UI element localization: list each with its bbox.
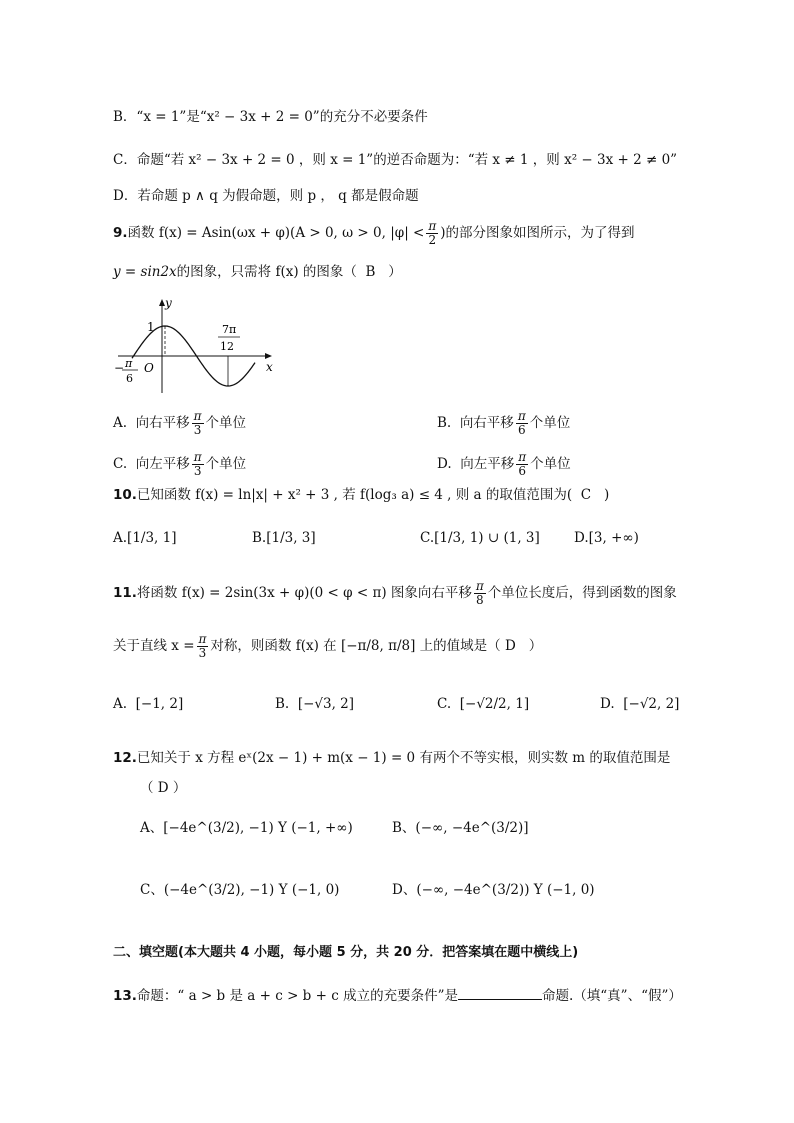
q9-answer: B xyxy=(365,264,376,280)
option-text: [−1, 2] xyxy=(135,696,184,712)
q9-stem-close: ） xyxy=(388,264,402,280)
question-number: 12. xyxy=(113,750,137,766)
q13-stem xyxy=(113,985,682,1006)
q13-stem-a: 命题：“ a > b 是 a + c > b + c 成立的充要条件”是 xyxy=(136,988,458,1004)
q9-option-a xyxy=(113,410,246,437)
fraction-denominator: 8 xyxy=(476,593,484,607)
left-tick-denominator: 6 xyxy=(126,372,133,385)
q9-stem-line1 xyxy=(113,220,635,247)
option-text: [−4e^(3/2), −1) Y (−1, +∞) xyxy=(163,820,353,836)
q9-stem-a: 函数 f(x) = Asin(ωx + φ)(A > 0, ω > 0, |φ| < xyxy=(127,225,425,241)
fraction-denominator: 3 xyxy=(193,423,202,437)
option-text: 个单位 xyxy=(529,415,571,431)
section-heading: 二、填空题(本大题共 4 小题，每小题 5 分，共 20 分．把答案填在题中横线上) xyxy=(113,945,579,960)
option-text: [−√2, 2] xyxy=(623,696,680,712)
option-text: 向右平移 xyxy=(135,415,190,431)
q11-stem-c: 关于直线 x = xyxy=(113,638,195,654)
q11-option-d xyxy=(600,694,679,714)
option-text: [1/3, 1] xyxy=(127,530,177,546)
fraction-numerator: π xyxy=(193,409,202,423)
fraction-numerator: π xyxy=(428,219,437,233)
option-fraction xyxy=(192,410,204,437)
q9-option-c xyxy=(113,451,246,478)
q11-stem-a: 将函数 f(x) = 2sin(3x + φ)(0 < φ < π) 图象向右平移 xyxy=(136,585,472,601)
left-tick-numerator: π xyxy=(125,357,133,370)
option-text: [−√2/2, 1] xyxy=(459,696,530,712)
question-number: 10. xyxy=(113,487,137,503)
q10-close: ) xyxy=(603,487,610,503)
q11-stem-line1 xyxy=(113,580,677,607)
q10-option-c xyxy=(420,528,540,548)
option-text: 命题“若 x² − 3x + 2 = 0 ，则 x = 1”的逆否命题为：“若 x ≠ 1 ，则 x² − 3x + 2 ≠ 0” xyxy=(136,152,678,168)
q9-target-function: y = sin2x xyxy=(113,264,177,280)
q10-stem xyxy=(113,485,609,505)
fraction-numerator: π xyxy=(517,409,526,423)
q11-stem-e: 上的值域是（ xyxy=(419,638,501,654)
answer-blank[interactable] xyxy=(458,985,542,1000)
option-label: A、 xyxy=(140,820,164,836)
q12-stem xyxy=(113,748,670,768)
option-text: (−∞, −4e^(3/2)) Y (−1, 0) xyxy=(416,882,595,898)
option-fraction xyxy=(516,410,528,437)
right-tick-denominator: 12 xyxy=(220,340,234,353)
option-text: 向左平移 xyxy=(135,456,190,472)
option-label: B． xyxy=(113,109,137,125)
q11-stem-line2 xyxy=(113,633,542,660)
option-text: 若命题 p ∧ q 为假命题，则 p ， q 都是假命题 xyxy=(137,188,419,204)
q12-option-d xyxy=(392,880,595,900)
option-label: D. xyxy=(600,696,615,712)
option-text: 个单位 xyxy=(530,456,571,472)
q11-stem-close: ） xyxy=(528,638,543,654)
option-label: A. xyxy=(113,696,128,712)
option-text: [−√3, 2] xyxy=(297,696,355,712)
q8-option-d xyxy=(113,186,419,206)
fraction-denominator: 2 xyxy=(428,233,437,247)
option-fraction xyxy=(516,451,528,478)
q11-option-c xyxy=(437,694,529,714)
fraction-denominator: 6 xyxy=(518,464,526,478)
option-label: A. xyxy=(113,530,128,546)
q11-option-b xyxy=(275,694,354,714)
q11-shift-fraction xyxy=(474,580,486,607)
option-label: B、 xyxy=(392,820,416,836)
option-label: D． xyxy=(113,188,138,204)
option-label: C. xyxy=(113,456,128,472)
q9-phi-bound-fraction xyxy=(426,220,438,247)
origin-label: O xyxy=(144,361,154,375)
option-label: A. xyxy=(113,415,128,431)
q11-line-fraction xyxy=(197,633,209,660)
left-tick-sign: − xyxy=(114,361,125,375)
x-axis-arrow xyxy=(265,353,272,359)
q8-option-b xyxy=(113,107,428,127)
q9-option-b xyxy=(437,410,570,437)
question-number: 13. xyxy=(113,988,137,1004)
q11-stem-b: 个单位长度后，得到函数的图象 xyxy=(487,585,677,601)
option-label: D. xyxy=(574,530,589,546)
q10-answer: C xyxy=(580,487,592,503)
option-fraction xyxy=(192,451,204,478)
option-label: C． xyxy=(113,152,137,168)
right-tick-numerator: 7π xyxy=(222,323,237,336)
fraction-denominator: 3 xyxy=(198,646,207,660)
q10-option-d xyxy=(574,528,639,548)
q11-interval: [−π/8, π/8] xyxy=(340,638,416,654)
q12-answer: （ D ） xyxy=(140,780,187,796)
option-text: 向右平移 xyxy=(459,415,514,431)
q12-stem-text: 已知关于 x 方程 eˣ(2x − 1) + m(x − 1) = 0 有两个不等实根，则实数 m 的取值范围是 xyxy=(136,750,671,766)
q8-option-c xyxy=(113,150,677,170)
option-label: C. xyxy=(437,696,452,712)
fraction-denominator: 6 xyxy=(517,423,526,437)
option-label: C、 xyxy=(140,882,164,898)
q9-sine-graph xyxy=(110,295,280,395)
fraction-numerator: π xyxy=(198,632,207,646)
question-number: 11. xyxy=(113,585,137,601)
x-axis-label: x xyxy=(266,360,273,374)
q11-stem-d: 对称，则函数 f(x) 在 xyxy=(210,638,337,654)
peak-value-label: 1 xyxy=(147,320,155,334)
option-label: D、 xyxy=(392,882,417,898)
option-text: [1/3, 1) ∪ (1, 3] xyxy=(434,530,540,546)
option-text: 个单位 xyxy=(205,456,247,472)
option-text: [1/3, 3] xyxy=(266,530,316,546)
q10-option-a xyxy=(113,528,176,548)
q12-option-a xyxy=(140,818,353,838)
question-number: 9. xyxy=(113,225,128,241)
q9-stem-c: 的图象，只需将 f(x) 的图象（ xyxy=(176,264,357,280)
q10-option-b xyxy=(252,528,316,548)
q9-stem-line2 xyxy=(113,262,402,282)
option-label: B. xyxy=(437,415,452,431)
fraction-numerator: π xyxy=(193,450,202,464)
q9-option-d xyxy=(437,451,571,478)
y-axis-label: y xyxy=(165,296,172,310)
fraction-denominator: 3 xyxy=(193,464,202,478)
fraction-numerator: π xyxy=(475,579,484,593)
q12-option-b xyxy=(392,818,529,838)
q11-option-a xyxy=(113,694,183,714)
q13-stem-b: 命题.（填“真”、“假”） xyxy=(541,988,682,1004)
option-label: B. xyxy=(275,696,290,712)
option-text: 个单位 xyxy=(205,415,247,431)
option-text: 向左平移 xyxy=(460,456,515,472)
fraction-numerator: π xyxy=(518,450,527,464)
option-text: (−∞, −4e^(3/2)] xyxy=(415,820,529,836)
option-label: B. xyxy=(252,530,267,546)
q11-answer: D xyxy=(504,638,516,654)
option-label: D. xyxy=(437,456,452,472)
option-text: “x = 1”是“x² − 3x + 2 = 0”的充分不必要条件 xyxy=(136,109,428,125)
q10-stem-text: 已知函数 f(x) = ln|x| + x² + 3 , 若 f(log₃ a) ≤ 4 , 则 a 的取值范围为( xyxy=(136,487,573,503)
q12-option-c xyxy=(140,880,339,900)
q9-stem-b: )的部分图象如图所示，为了得到 xyxy=(440,225,635,241)
option-text: (−4e^(3/2), −1) Y (−1, 0) xyxy=(163,882,340,898)
option-text: [3, +∞) xyxy=(588,530,639,546)
option-label: C. xyxy=(420,530,435,546)
